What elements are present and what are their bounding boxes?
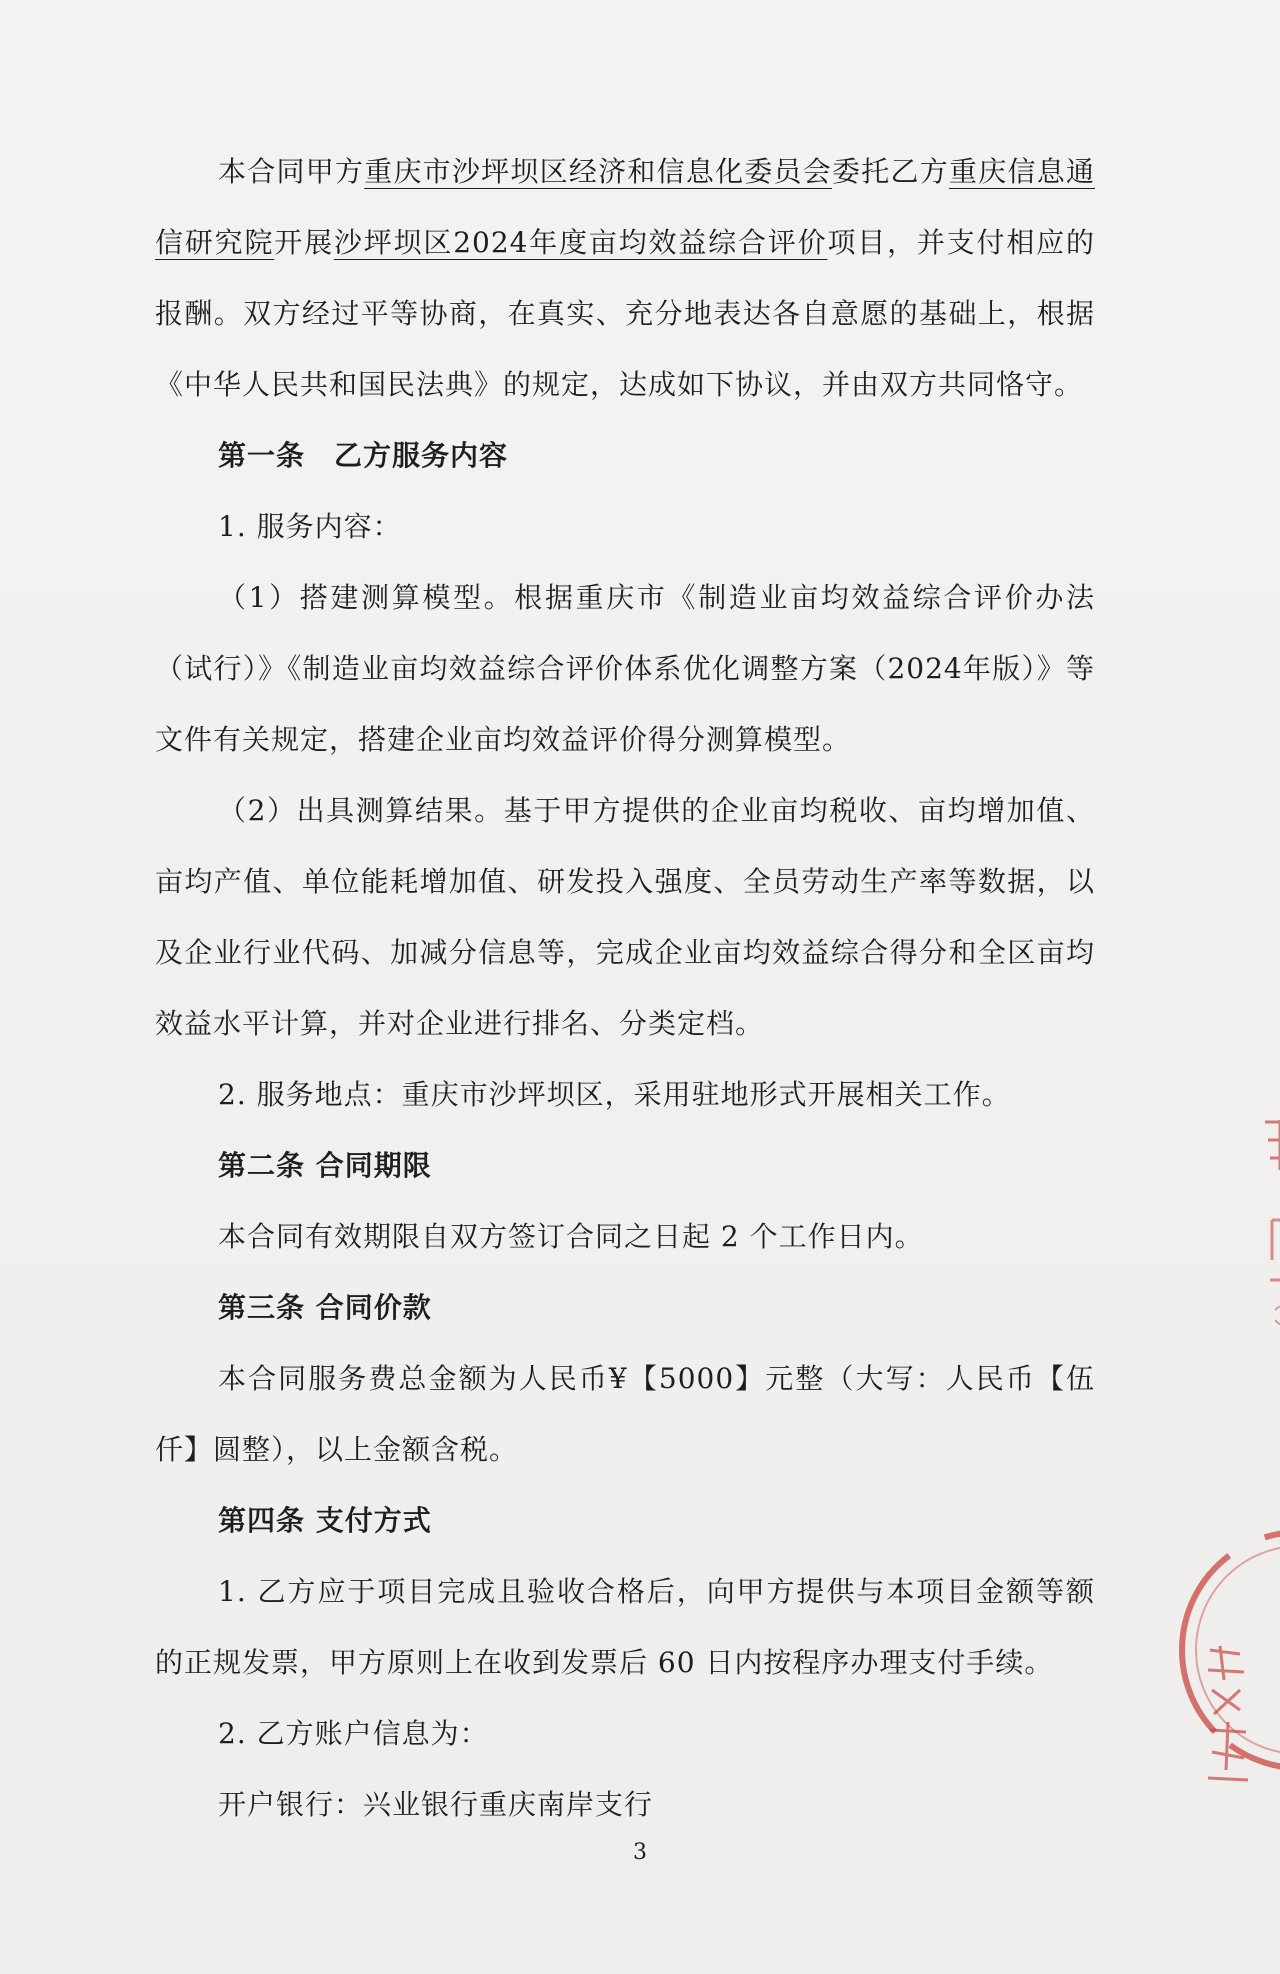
article-4-heading: 第四条 支付方式 bbox=[218, 1504, 432, 1537]
intro-text-3: 开展 bbox=[274, 226, 334, 259]
intro-text-2: 委托乙方 bbox=[832, 155, 950, 188]
article-2-text: 本合同有效期限自双方签订合同之日起 2 个工作日内。 bbox=[218, 1220, 924, 1253]
article-3-text: 本合同服务费总金额为人民币¥【5000】元整（大写：人民币【伍仟】圆整），以上金额含税。 bbox=[155, 1362, 1095, 1466]
intro-text-1: 本合同甲方 bbox=[218, 155, 365, 188]
project-name: 沙坪坝区2024年度亩均效益综合评价 bbox=[333, 226, 828, 259]
article-1-item-2: 2. 服务地点：重庆市沙坪坝区，采用驻地形式开展相关工作。 bbox=[218, 1078, 1011, 1111]
article-2-heading: 第二条 合同期限 bbox=[218, 1149, 432, 1182]
article-1-item-1: 1. 服务内容： bbox=[218, 510, 402, 543]
article-1-item-1-sub-2: （2）出具测算结果。基于甲方提供的企业亩均税收、亩均增加值、亩均产值、单位能耗增加值、研发投入强度、全员劳动生产率等数据，以及企业行业代码、加减分信息等，完成企业亩均效益综合得分和全区亩均效益水平计算，并对企业进行排名、分类定档。 bbox=[155, 794, 1095, 1040]
party-a-name: 重庆市沙坪坝区经济和信息化委员会 bbox=[364, 155, 833, 188]
article-1-heading: 第一条 乙方服务内容 bbox=[218, 439, 509, 472]
article-4-item-1: 1. 乙方应于项目完成且验收合格后，向甲方提供与本项目金额等额的正规发票，甲方原则上在收到发票后 60 日内按程序办理支付手续。 bbox=[155, 1575, 1095, 1679]
bank-name: 开户银行：兴业银行重庆南岸支行 bbox=[218, 1788, 654, 1821]
party-b-name: 重庆信息通信研究院 bbox=[155, 155, 1095, 259]
article-3-heading: 第三条 合同价款 bbox=[218, 1291, 432, 1324]
seal-lettering bbox=[1200, 1640, 1260, 1790]
intro-text-4: 项目，并支付相应的报酬。双方经过平等协商，在真实、充分地表达各自意愿的基础上，根据《中华人民共和国民法典》的规定，达成如下协议，并由双方共同恪守。 bbox=[155, 226, 1095, 401]
article-1-item-1-sub-1: （1）搭建测算模型。根据重庆市《制造业亩均效益综合评价办法（试行）》《制造业亩均效益综合评价体系优化调整方案（2024年版）》等文件有关规定，搭建企业亩均效益评价得分测算模型。 bbox=[155, 581, 1095, 756]
partial-seal-mark bbox=[1240, 1110, 1280, 1340]
page-number: 3 bbox=[633, 1840, 647, 1865]
intro-paragraph bbox=[155, 136, 1095, 420]
article-4-item-2: 2. 乙方账户信息为： bbox=[218, 1717, 489, 1750]
